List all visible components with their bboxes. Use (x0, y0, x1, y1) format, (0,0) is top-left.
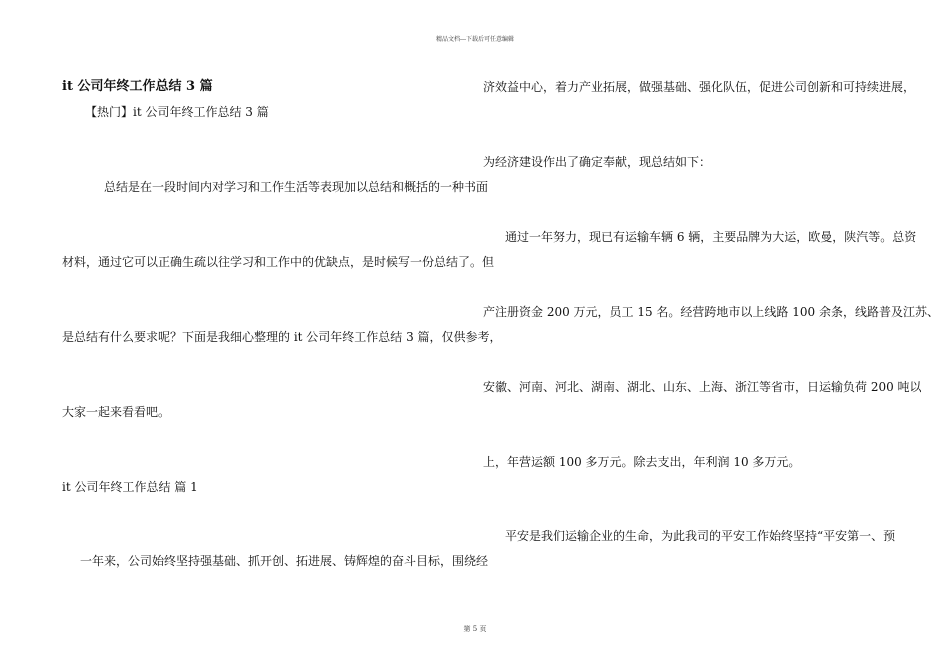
subtitle-line: 【热门】it 公司年终工作总结 3 篇 (85, 105, 269, 119)
body-line: 为经济建设作出了确定奉献，现总结如下： (483, 155, 712, 169)
body-line: 平安是我们运输企业的生命，为此我司的平安工作始终坚持“平安第一、预 (505, 529, 896, 543)
body-line: 通过一年努力，现已有运输车辆 6 辆，主要品牌为大运，欧曼，陕汽等。总资 (505, 230, 917, 244)
body-line: 材料，通过它可以正确生疏以往学习和工作中的优缺点，是时候写一份总结了。但 (62, 255, 495, 269)
body-line: 大家一起来看看吧。 (62, 405, 171, 419)
body-line: 安徽、河南、河北、湖南、湖北、山东、上海、浙江等省市，日运输负荷 200 吨以 (483, 380, 922, 394)
page-number: 第 5 页 (463, 625, 487, 633)
body-line: 一年来，公司始终坚持强基础、抓开创、拓进展、铸辉煌的奋斗目标，围绕经 (80, 554, 489, 568)
body-line: 上，年营运额 100 多万元。除去支出，年利润 10 多万元。 (483, 455, 801, 469)
section-heading: it 公司年终工作总结 篇 1 (62, 480, 198, 494)
body-line: 济效益中心，着力产业拓展，做强基础、强化队伍，促进公司创新和可持续进展， (483, 80, 916, 94)
document-title: it 公司年终工作总结 3 篇 (62, 79, 213, 94)
page-header: 精品文档---下载后可任意编辑 (435, 36, 515, 43)
body-line: 是总结有什么要求呢？下面是我细心整理的 it 公司年终工作总结 3 篇，仅供参考， (62, 330, 502, 344)
body-line: 产注册资金 200 万元，员工 15 名。经营跨地市以上线路 100 余条，线路普及江苏、 (483, 305, 939, 319)
body-line: 总结是在一段时间内对学习和工作生活等表现加以总结和概括的一种书面 (104, 180, 489, 194)
